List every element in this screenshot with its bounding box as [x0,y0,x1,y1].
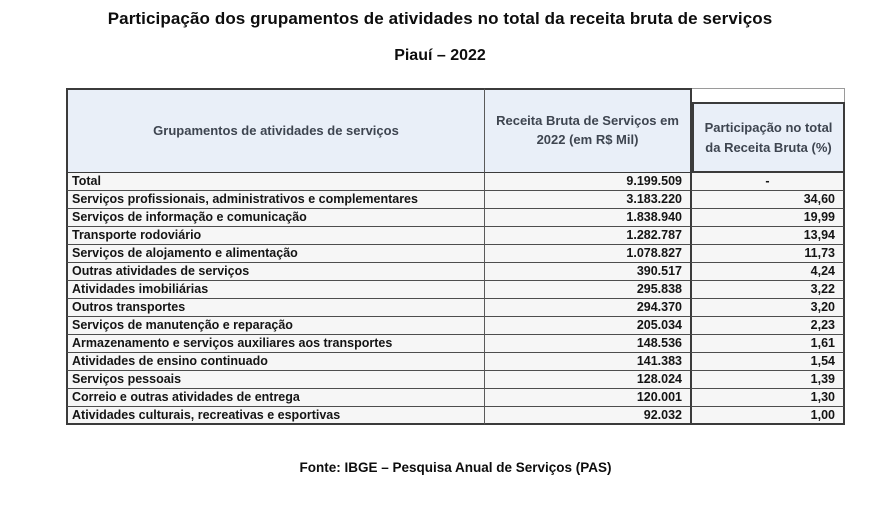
page-title: Participação dos grupamentos de atividades no total da receita bruta de serviços [107,9,773,28]
receita-value-cell: 120.001 [485,389,690,407]
receita-value-cell: 295.838 [485,281,690,299]
participacao-value-cell: 1,30 [690,389,845,407]
activity-group-cell: Serviços profissionais, administrativos e complementares [66,191,485,209]
activity-group-cell: Atividades culturais, recreativas e esportivas [66,407,485,425]
activity-group-cell: Transporte rodoviário [66,227,485,245]
table-header-row [66,88,845,173]
table-row [66,317,845,335]
table-row [66,227,845,245]
receita-value-cell: 128.024 [485,371,690,389]
participacao-value-cell: 1,00 [690,407,845,425]
column-header-grupamentos: Grupamentos de atividades de serviços [66,88,485,173]
receita-value-cell: 92.032 [485,407,690,425]
services-revenue-table [66,88,845,425]
participacao-value-cell: 2,23 [690,317,845,335]
table-row [66,299,845,317]
table-row [66,389,845,407]
column-header-participacao: Participação no total da Receita Bruta (%) [692,102,845,173]
participacao-value-cell: 34,60 [690,191,845,209]
table-row [66,245,845,263]
activity-group-cell: Serviços de informação e comunicação [66,209,485,227]
activity-group-cell: Armazenamento e serviços auxiliares aos transportes [66,335,485,353]
receita-value-cell: 148.536 [485,335,690,353]
participacao-value-cell: 1,39 [690,371,845,389]
participacao-value-cell: - [690,173,845,191]
table-row [66,371,845,389]
participacao-value-cell: 1,54 [690,353,845,371]
receita-value-cell: 1.282.787 [485,227,690,245]
table-row [66,335,845,353]
receita-value-cell: 9.199.509 [485,173,690,191]
receita-value-cell: 3.183.220 [485,191,690,209]
table-row [66,191,845,209]
table-row [66,353,845,371]
table-row [66,209,845,227]
activity-group-cell: Total [66,173,485,191]
activity-group-cell: Serviços pessoais [66,371,485,389]
activity-group-cell: Correio e outras atividades de entrega [66,389,485,407]
activity-group-cell: Atividades de ensino continuado [66,353,485,371]
column-header-participacao-wrap [690,88,845,173]
column-header-receita-bruta: Receita Bruta de Serviços em 2022 (em R$ Mil) [485,88,690,173]
participacao-value-cell: 1,61 [690,335,845,353]
activity-group-cell: Outros transportes [66,299,485,317]
receita-value-cell: 141.383 [485,353,690,371]
activity-group-cell: Serviços de alojamento e alimentação [66,245,485,263]
table-row [66,173,845,191]
activity-group-cell: Serviços de manutenção e reparação [66,317,485,335]
participacao-value-cell: 3,20 [690,299,845,317]
receita-value-cell: 205.034 [485,317,690,335]
receita-value-cell: 1.838.940 [485,209,690,227]
page-subtitle: Piauí – 2022 [394,47,486,64]
header-spacer-cell [692,88,845,102]
participacao-value-cell: 13,94 [690,227,845,245]
participacao-value-cell: 4,24 [690,263,845,281]
table-body [66,173,845,425]
source-note: Fonte: IBGE – Pesquisa Anual de Serviços (PAS) [299,460,612,475]
table-row [66,281,845,299]
activity-group-cell: Outras atividades de serviços [66,263,485,281]
table-row [66,263,845,281]
receita-value-cell: 1.078.827 [485,245,690,263]
receita-value-cell: 390.517 [485,263,690,281]
table-row [66,407,845,425]
participacao-value-cell: 11,73 [690,245,845,263]
activity-group-cell: Atividades imobiliárias [66,281,485,299]
receita-value-cell: 294.370 [485,299,690,317]
participacao-value-cell: 3,22 [690,281,845,299]
participacao-value-cell: 19,99 [690,209,845,227]
